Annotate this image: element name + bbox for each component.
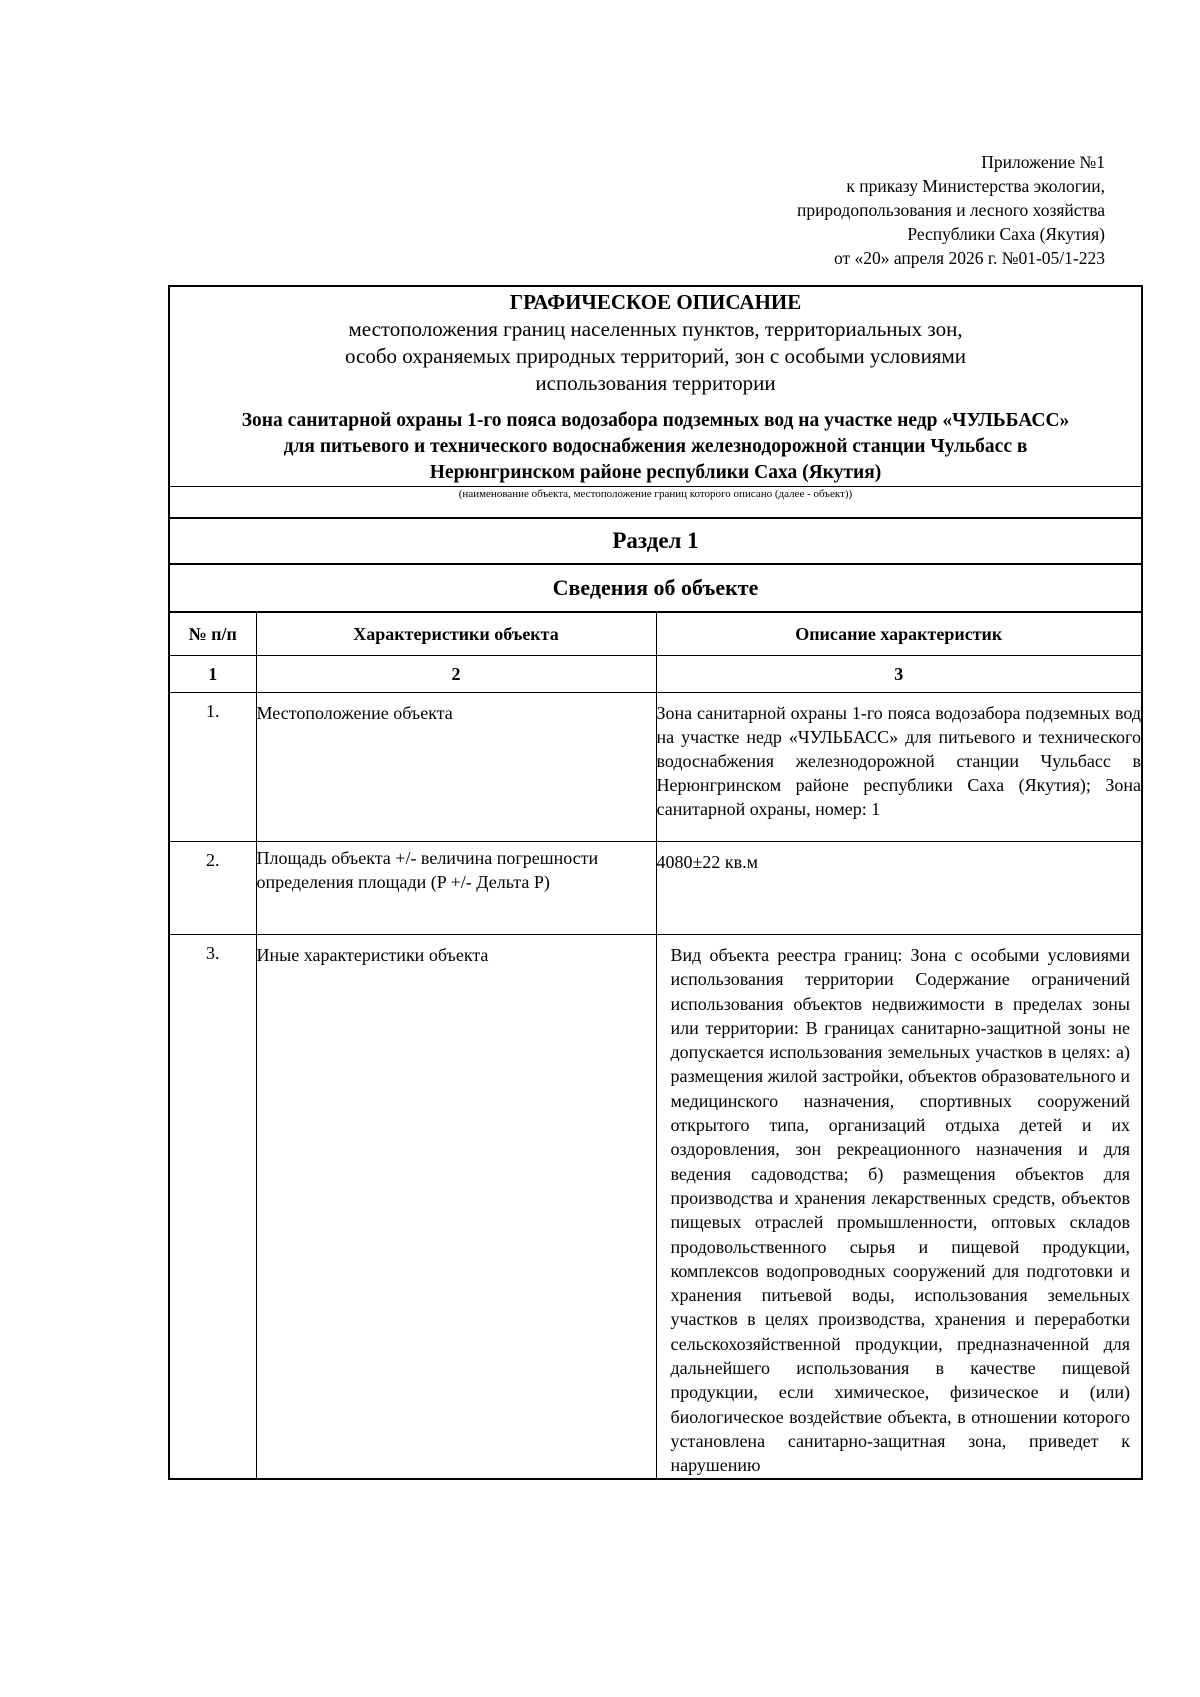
appendix-line: природопользования и лесного хозяйства	[796, 200, 1105, 220]
caption-row	[170, 486, 1141, 517]
column-header: № п/п	[170, 612, 256, 656]
object-caption: (наименование объекта, местоположение границ которого описано (далее - объект))	[458, 488, 853, 500]
row-description: 4080±22 кв.м	[656, 842, 1141, 935]
column-number-row	[170, 656, 1141, 693]
column-number: 2	[256, 656, 656, 693]
subtitle-line: местоположения границ населенных пунктов, территориальных зон,	[348, 317, 963, 341]
appendix-line: от «20» апреля 2026 г. №01-05/1-223	[833, 248, 1105, 268]
subtitle-line: использования территории	[535, 371, 776, 395]
appendix-line: Приложение №1	[981, 152, 1105, 172]
row-number: 1.	[170, 693, 256, 842]
table-row	[170, 842, 1141, 935]
section-title: Раздел 1	[170, 517, 1141, 563]
row-number: 3.	[170, 935, 256, 1478]
row-description: Вид объекта реестра границ: Зона с особыми условиями использования территории Содержание ограничений использования объектов недвижимости в пределах зоны или территории: В границах санитарно-защитной зоны не допускается использования земельных участков в целях: а) размещения жилой застройки, объектов образовательного и медицинского назначения, спортивных сооружений открытого типа, организаций отдыха детей и их оздоровления, зон рекреационного назначения и для ведения садоводства; б) размещения объектов для производства и хранения лекарственных средств, объектов пищевых отраслей промышленности, оптовых складов продовольственного сырья и пищевой продукции, комплексов водопроводных сооружений для подготовки и хранения питьевой воды, использования земельных участков в целях производства, хранения и переработки сельскохозяйственной продукции, предназначенной для дальнейшего использования в качестве пищевой продукции, если химическое, физическое и (или) биологическое воздействие объекта, в отношении которого установлена санитарно-защитная зона, приведет к нарушению	[656, 935, 1141, 1478]
column-number: 3	[656, 656, 1141, 693]
row-characteristic: Местоположение объекта	[256, 693, 656, 842]
object-name-line: Нерюнгринском районе республики Саха (Якутия)	[429, 462, 882, 483]
appendix-block	[605, 150, 1105, 270]
table-header-row	[170, 612, 1141, 656]
column-header: Описание характеристик	[656, 612, 1141, 656]
document-frame	[168, 285, 1143, 1480]
document-header	[170, 287, 1141, 486]
row-characteristic: Иные характеристики объекта	[256, 935, 656, 1478]
characteristics-table	[170, 611, 1141, 1478]
appendix-line: Республики Саха (Якутия)	[907, 224, 1105, 244]
object-name-line: Зона санитарной охраны 1-го пояса водозабора подземных вод на участке недр «ЧУЛЬБАСС»	[241, 410, 1070, 431]
subtitle-line: особо охраняемых природных территорий, зон с особыми условиями	[345, 344, 966, 368]
row-description: Зона санитарной охраны 1-го пояса водозабора подземных вод на участке недр «ЧУЛЬБАСС» для питьевого и технического водоснабжения железнодорожной станции Чульбасс в Нерюнгринском районе республики Саха (Якутия); Зона санитарной охраны, номер: 1	[656, 693, 1141, 842]
object-name	[170, 408, 1141, 486]
row-number: 2.	[170, 842, 256, 935]
object-name-line: для питьевого и технического водоснабжения железнодорожной станции Чульбасс в	[283, 436, 1028, 457]
table-row	[170, 693, 1141, 842]
table-row	[170, 935, 1141, 1478]
appendix-line: к приказу Министерства экологии,	[846, 176, 1105, 196]
column-number: 1	[170, 656, 256, 693]
section-subtitle: Сведения об объекте	[170, 563, 1141, 611]
document-title: ГРАФИЧЕСКОЕ ОПИСАНИЕ	[509, 290, 802, 314]
row-characteristic: Площадь объекта +/- величина погрешности определения площади (P +/- Дельта P)	[256, 842, 656, 935]
column-header: Характеристики объекта	[256, 612, 656, 656]
